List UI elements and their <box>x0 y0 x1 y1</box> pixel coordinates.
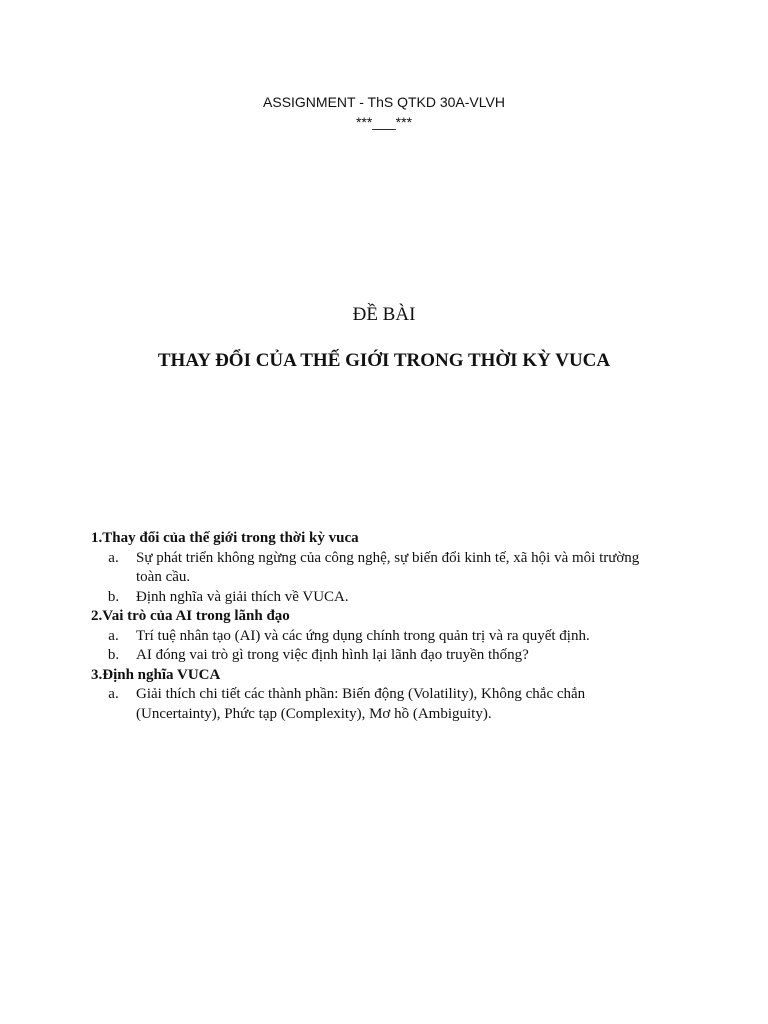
outline-section-3 <box>91 666 691 725</box>
section-title: 2.Vai trò của AI trong lãnh đạo <box>91 608 290 624</box>
list-item-text: Trí tuệ nhân tạo (AI) và các ứng dụng chính trong quản trị và ra quyết định. <box>136 627 590 644</box>
list-item <box>91 627 691 647</box>
document-title: THAY ĐỔI CỦA THẾ GIỚI TRONG THỜI KỲ VUCA <box>157 350 611 371</box>
list-item-text: Định nghĩa và giải thích về VUCA. <box>136 588 349 605</box>
list-item-text: Giải thích chi tiết các thành phần: Biến động (Volatility), Không chắc chắn (Uncertainty), Phức tạp (Complexity), Mơ hồ (Ambiguity). <box>136 686 586 722</box>
outline-section-1 <box>91 529 691 607</box>
list-marker: a. <box>108 627 119 644</box>
list-item <box>91 685 691 724</box>
list-item-text: AI đóng vai trò gì trong việc định hình lại lãnh đạo truyền thống? <box>136 647 529 663</box>
list-marker: a. <box>108 686 119 702</box>
assignment-line: ASSIGNMENT - ThS QTKD 30A-VLVH <box>263 94 505 110</box>
list-item <box>91 588 691 608</box>
list-item <box>91 646 691 666</box>
list-item <box>91 549 691 588</box>
section-title: 3.Định nghĩa VUCA <box>91 666 221 683</box>
section-title: 1.Thay đổi của thế giới trong thời kỳ vuca <box>91 530 359 546</box>
list-item-text: Sự phát triển không ngừng của công nghệ, sự biến đổi kinh tế, xã hội và môi trường toàn cầu. <box>136 549 640 585</box>
separator-line: ***___*** <box>355 114 413 130</box>
list-marker: b. <box>107 647 120 663</box>
list-marker: a. <box>108 549 119 566</box>
list-marker: b. <box>107 588 120 605</box>
assignment-outline <box>91 529 691 724</box>
outline-section-2 <box>91 607 691 666</box>
document-heading: ĐỀ BÀI <box>352 304 416 325</box>
